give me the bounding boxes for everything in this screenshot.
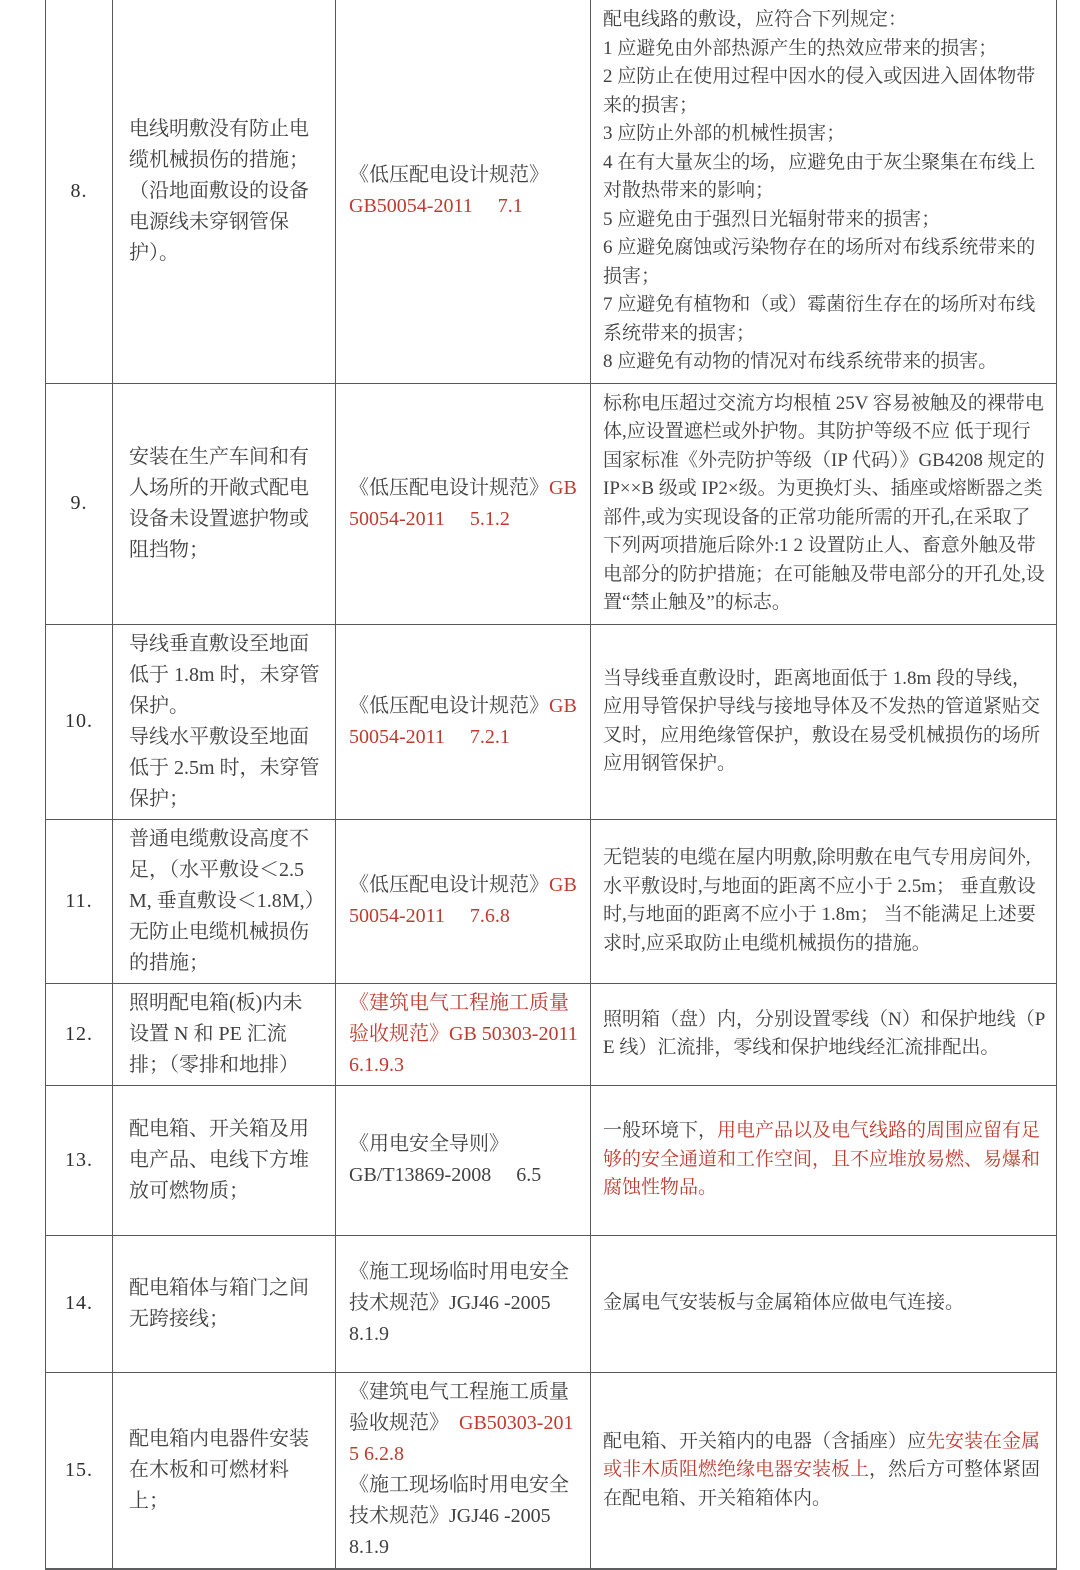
text-segment: 配电箱、开关箱及用电产品、电线下方堆放可燃物质；: [129, 1117, 309, 1202]
text-segment: 安装在生产车间和有人场所的开敞式配电设备未设置遮护物或阻挡物；: [129, 445, 309, 561]
problem-paragraph: [129, 1114, 321, 1207]
text-segment: 《建筑电气工程施工质量验收规范》GB 50303-2011 6.1.9.3: [349, 991, 578, 1076]
standard-paragraph: [349, 1129, 582, 1160]
issue-standard-cell: [336, 983, 591, 1085]
issue-number: 13.: [46, 1085, 113, 1235]
standard-paragraph: [349, 191, 582, 222]
text-segment: 配电箱、开关箱内的电器（含插座）应: [603, 1430, 927, 1452]
requirement-paragraph: [603, 35, 1048, 64]
issue-row-12: [46, 983, 1057, 1085]
issue-row-11: [46, 819, 1057, 983]
issue-problem-cell: [113, 1085, 336, 1235]
issue-standard-cell: [336, 1085, 591, 1235]
issue-requirement-cell: [591, 0, 1057, 383]
text-segment: 8 应避免有动物的情况对布线系统带来的损害。: [603, 351, 998, 372]
text-segment: 配电箱体与箱门之间无跨接线；: [129, 1276, 309, 1330]
text-segment: 照明配电箱(板)内未设置 N 和 PE 汇流排；（零排和地排）: [129, 991, 303, 1076]
issue-problem-cell: [113, 983, 336, 1085]
issue-requirement-cell: [591, 1085, 1057, 1235]
issue-requirement-cell: [591, 624, 1057, 819]
issue-number: 15.: [46, 1372, 113, 1569]
text-segment: 5 应避免由于强烈日光辐射带来的损害；: [603, 208, 941, 230]
requirement-paragraph: [603, 206, 1048, 235]
text-segment: 《施工现场临时用电安全技术规范》JGJ46 -2005 8.1.9: [349, 1261, 576, 1345]
text-segment: 6 应避免腐蚀或污染物存在的场所对布线系统带来的损害；: [603, 237, 1036, 287]
requirement-paragraph: [603, 348, 1048, 377]
issue-requirement-cell: [591, 819, 1057, 983]
issue-problem-cell: [113, 1372, 336, 1569]
problem-paragraph: [129, 988, 321, 1081]
requirement-paragraph: [603, 844, 1048, 958]
requirement-paragraph: [603, 120, 1048, 149]
issue-row-13: [46, 1085, 1057, 1235]
text-segment: GB50054-2011 7.1: [349, 195, 523, 218]
text-segment: 配电线路的敷设，应符合下列规定：: [603, 9, 908, 30]
text-segment: 配电箱内电器件安装在木板和可燃材料上；: [129, 1427, 309, 1512]
requirement-paragraph: [603, 63, 1048, 120]
problem-paragraph: [129, 722, 321, 815]
requirement-paragraph: [603, 1006, 1048, 1063]
text-segment: 用电产品以及电气线路的周围应留有足够的安全通道和工作空间，且不应堆放易燃、易爆和腐蚀性物品。: [603, 1120, 1041, 1199]
problem-paragraph: [129, 824, 321, 979]
issue-requirement-cell: [591, 1235, 1057, 1372]
text-segment: 《用电安全导则》: [349, 1133, 509, 1155]
text-segment: 当导线垂直敷设时，距离地面低于 1.8m 段的导线，应用导管保护导线与接地导体及不发热的管道紧贴交叉时，应用绝缘管保护，敷设在易受机械损伤的场所应用钢管保护。: [603, 667, 1041, 774]
text-segment: 一般环境下，: [603, 1120, 718, 1142]
problem-paragraph: [129, 1273, 321, 1335]
text-segment: 4 在有大量灰尘的场，应避免由于灰尘聚集在布线上对散热带来的影响；: [603, 151, 1036, 201]
text-segment: 《低压配电设计规范》: [349, 476, 549, 499]
text-segment: 《低压配电设计规范》: [349, 694, 549, 717]
requirement-paragraph: [603, 1428, 1048, 1514]
standard-paragraph: [349, 1377, 582, 1470]
text-segment: 金属电气安装板与金属箱体应做电气连接。: [603, 1292, 965, 1314]
issue-standard-cell: [336, 819, 591, 983]
standard-paragraph: [349, 160, 582, 191]
requirement-paragraph: [603, 291, 1048, 348]
text-segment: GB50303-2015 6.2.8: [349, 1412, 574, 1466]
issue-row-10: [46, 624, 1057, 819]
standard-paragraph: [349, 988, 582, 1081]
requirement-paragraph: [603, 234, 1048, 291]
issue-problem-cell: [113, 383, 336, 624]
standard-paragraph: [349, 870, 582, 932]
issue-row-8: [46, 0, 1057, 383]
requirement-paragraph: [603, 1289, 1048, 1318]
issue-row-9: [46, 383, 1057, 624]
issue-number: 9.: [46, 383, 113, 624]
text-segment: 导线垂直敷设至地面低于 1.8m 时，未穿管保护。: [129, 632, 320, 717]
standard-paragraph: [349, 1160, 582, 1191]
text-segment: 《低压配电设计规范》: [349, 164, 549, 187]
issue-number: 12.: [46, 983, 113, 1085]
standard-paragraph: [349, 1470, 582, 1563]
standard-paragraph: [349, 473, 582, 535]
standard-paragraph: [349, 691, 582, 753]
issue-standard-cell: [336, 624, 591, 819]
text-segment: 7 应避免有植物和（或）霉菌衍生存在的场所对布线系统带来的损害；: [603, 294, 1036, 344]
issue-requirement-cell: [591, 983, 1057, 1085]
requirement-paragraph: [603, 6, 1048, 35]
text-segment: 普通电缆敷设高度不足，（水平敷设＜2.5M, 垂直敷设＜1.8M,）无防止电缆机械损伤的措施；: [129, 827, 315, 974]
requirement-paragraph: [603, 149, 1048, 206]
requirement-paragraph: [603, 1117, 1048, 1203]
problem-paragraph: [129, 114, 321, 269]
text-segment: 照明箱（盘）内，分别设置零线（N）和保护地线（PE 线）汇流排，零线和保护地线经汇流排配出。: [603, 1008, 1046, 1058]
problem-paragraph: [129, 629, 321, 722]
issue-problem-cell: [113, 0, 336, 383]
issue-standard-cell: [336, 1235, 591, 1372]
text-segment: 《低压配电设计规范》: [349, 874, 549, 896]
issue-problem-cell: [113, 1235, 336, 1372]
text-segment: 先安装在金属或非木质阻燃绝缘电器安装板上: [603, 1430, 1041, 1480]
text-segment: 2 应防止在使用过程中因水的侵入或因进入固体物带来的损害；: [603, 66, 1036, 116]
text-segment: 1 应避免由外部热源产生的热效应带来的损害；: [603, 37, 998, 59]
requirement-paragraph: [603, 390, 1048, 618]
issue-problem-cell: [113, 819, 336, 983]
requirement-paragraph: [603, 665, 1048, 779]
text-segment: 《施工现场临时用电安全技术规范》JGJ46 -2005 8.1.9: [349, 1474, 576, 1559]
issue-number: 10.: [46, 624, 113, 819]
text-segment: GB 50054-2011 7.6.8: [349, 874, 577, 927]
issue-row-15: [46, 1372, 1057, 1569]
text-segment: 3 应防止外部的机械性损害；: [603, 123, 846, 144]
issue-number: 14.: [46, 1235, 113, 1372]
issue-number: 11.: [46, 819, 113, 983]
issue-standard-cell: [336, 0, 591, 383]
standard-paragraph: [349, 1257, 582, 1350]
problem-paragraph: [129, 442, 321, 566]
text-segment: 标称电压超过交流方均根植 25V 容易被触及的裸带电体,应设置遮栏或外护物。其防护等级不应 低于现行国家标准《外壳防护等级（IP 代码）》GB4208 规定的 IP××B 级或 IP2×级。为更换灯头、插座或熔断器之类部件,或为实现设备的正常功能所需的开孔,在采取了下列两项措施后除外:1 2 设置防止人、畜意外触及带电部分的防护措施；在可能触及带电部分的开孔处,设置“禁止触及”的标志。: [603, 392, 1045, 613]
issue-requirement-cell: [591, 383, 1057, 624]
text-segment: ，然后方可整体紧固在配电箱、开关箱箱体内。: [603, 1459, 1041, 1509]
issue-row-14: [46, 1235, 1057, 1372]
electrical-issues-table: [45, 0, 1057, 1570]
text-segment: GB 50054-2011 7.2.1: [349, 694, 577, 748]
text-segment: 《建筑电气工程施工质量验收规范》: [349, 1381, 569, 1435]
issue-standard-cell: [336, 1372, 591, 1569]
text-segment: GB 50054-2011 5.1.2: [349, 476, 577, 530]
issue-problem-cell: [113, 624, 336, 819]
issue-standard-cell: [336, 383, 591, 624]
text-segment: 导线水平敷设至地面低于 2.5m 时，未穿管保护；: [129, 725, 320, 810]
text-segment: 电线明敷没有防止电缆机械损伤的措施；（沿地面敷设的设备电源线未穿钢管保护）。: [129, 117, 309, 264]
issue-requirement-cell: [591, 1372, 1057, 1569]
text-segment: 无铠装的电缆在屋内明敷,除明敷在电气专用房间外,水平敷设时,与地面的距离不应小于 2.5m； 垂直敷设时,与地面的距离不应小于 1.8m； 当不能满足上述要求时,应采取防止电缆机械损伤的措施。: [603, 847, 1036, 954]
text-segment: GB/T13869-2008 6.5: [349, 1164, 542, 1186]
issues-table-body: [46, 0, 1057, 1569]
issue-number: 8.: [46, 0, 113, 383]
problem-paragraph: [129, 1424, 321, 1517]
